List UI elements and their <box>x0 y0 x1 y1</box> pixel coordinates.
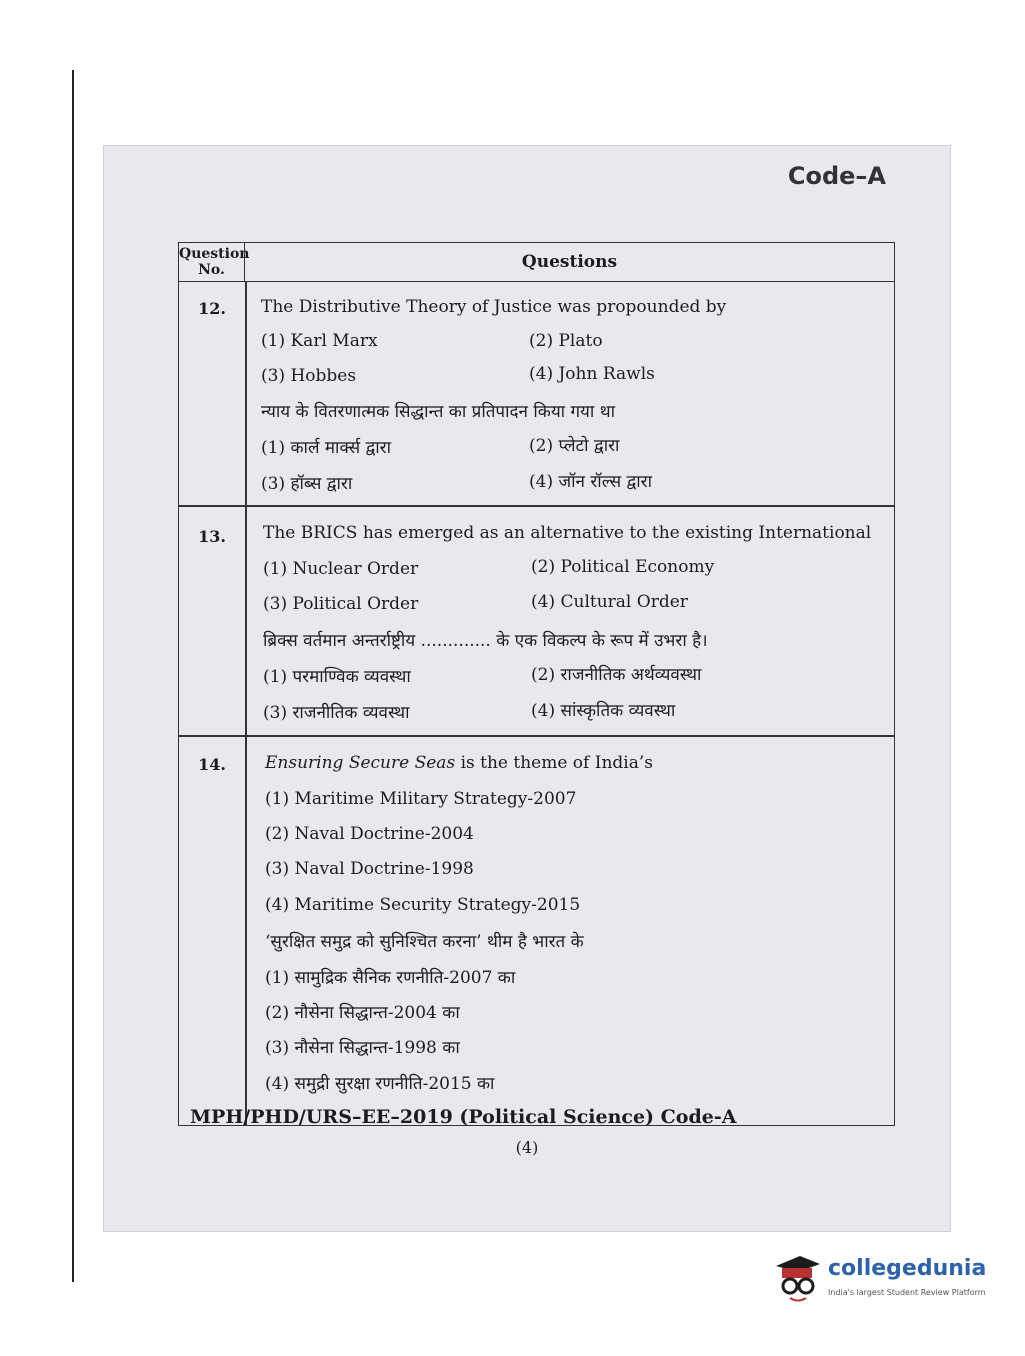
question-text: The Distributive Theory of Justice was propounded by <box>261 297 727 317</box>
option-hindi: (3) नौसेना सिद्धान्त-1998 का <box>265 1038 460 1058</box>
table-header <box>179 243 894 282</box>
option: (2) Naval Doctrine-2004 <box>265 824 474 844</box>
question-theme: Ensuring Secure Seas <box>265 753 456 773</box>
option-hindi: (1) परमाण्विक व्यवस्था <box>263 667 411 687</box>
column-divider <box>245 281 247 1125</box>
page-number: (4) <box>515 1138 539 1157</box>
question-number: 13. <box>198 527 226 546</box>
question-text-hindi: न्याय के वितरणात्मक सिद्धान्त का प्रतिपादन किया गया था <box>261 402 615 422</box>
option-hindi: (3) हॉब्स द्वारा <box>261 474 353 494</box>
option: (1) Maritime Military Strategy-2007 <box>265 789 577 809</box>
option: (1) Karl Marx <box>261 331 378 351</box>
question-number: 14. <box>198 755 226 774</box>
option-hindi: (3) राजनीतिक व्यवस्था <box>263 703 410 723</box>
header-question-no: Question No. <box>179 243 245 281</box>
option: (4) John Rawls <box>529 364 655 384</box>
option: (2) Plato <box>529 331 603 351</box>
questions-table <box>178 242 895 1126</box>
option: (3) Hobbes <box>261 366 357 386</box>
exam-page <box>103 145 951 1232</box>
scan-edge <box>72 70 74 1282</box>
option-hindi: (2) प्लेटो द्वारा <box>529 436 620 456</box>
question-text-rest: is the theme of India’s <box>455 753 653 773</box>
option-hindi: (2) राजनीतिक अर्थव्यवस्था <box>531 665 702 685</box>
question-number: 12. <box>198 299 226 318</box>
logo-name: collegedunia <box>828 1256 987 1281</box>
question-text-hindi: ‘सुरक्षित समुद्र को सुनिश्चित करना’ थीम है भारत के <box>265 932 584 952</box>
option-hindi: (1) कार्ल मार्क्स द्वारा <box>261 438 392 458</box>
question-text <box>265 753 653 773</box>
option-hindi: (4) समुद्री सुरक्षा रणनीति-2015 का <box>265 1074 495 1094</box>
header-questions: Questions <box>521 252 618 272</box>
option: (3) Naval Doctrine-1998 <box>265 859 474 879</box>
mascot-icon <box>770 1252 822 1304</box>
footer-title: MPH/PHD/URS–EE–2019 (Political Science) Code-A <box>190 1106 737 1128</box>
collegedunia-logo <box>770 1250 1000 1310</box>
option: (3) Political Order <box>263 594 419 614</box>
row-divider <box>179 505 894 507</box>
question-text-hindi: ब्रिक्स वर्तमान अन्तर्राष्ट्रीय ............. के एक विकल्प के रूप में उभरा है। <box>263 631 708 651</box>
code-label: Code–A <box>787 162 886 190</box>
logo-tagline: India's largest Student Review Platform <box>828 1288 986 1297</box>
option-hindi: (4) जॉन रॉल्स द्वारा <box>529 472 652 492</box>
option: (1) Nuclear Order <box>263 559 419 579</box>
option-hindi: (2) नौसेना सिद्धान्त-2004 का <box>265 1003 460 1023</box>
option-hindi: (4) सांस्कृतिक व्यवस्था <box>531 701 676 721</box>
option: (4) Cultural Order <box>531 592 688 612</box>
option: (2) Political Economy <box>531 557 715 577</box>
row-divider <box>179 735 894 737</box>
question-text: The BRICS has emerged as an alternative to the existing International <box>263 523 872 543</box>
option: (4) Maritime Security Strategy-2015 <box>265 895 581 915</box>
option-hindi: (1) सामुद्रिक सैनिक रणनीति-2007 का <box>265 968 516 988</box>
